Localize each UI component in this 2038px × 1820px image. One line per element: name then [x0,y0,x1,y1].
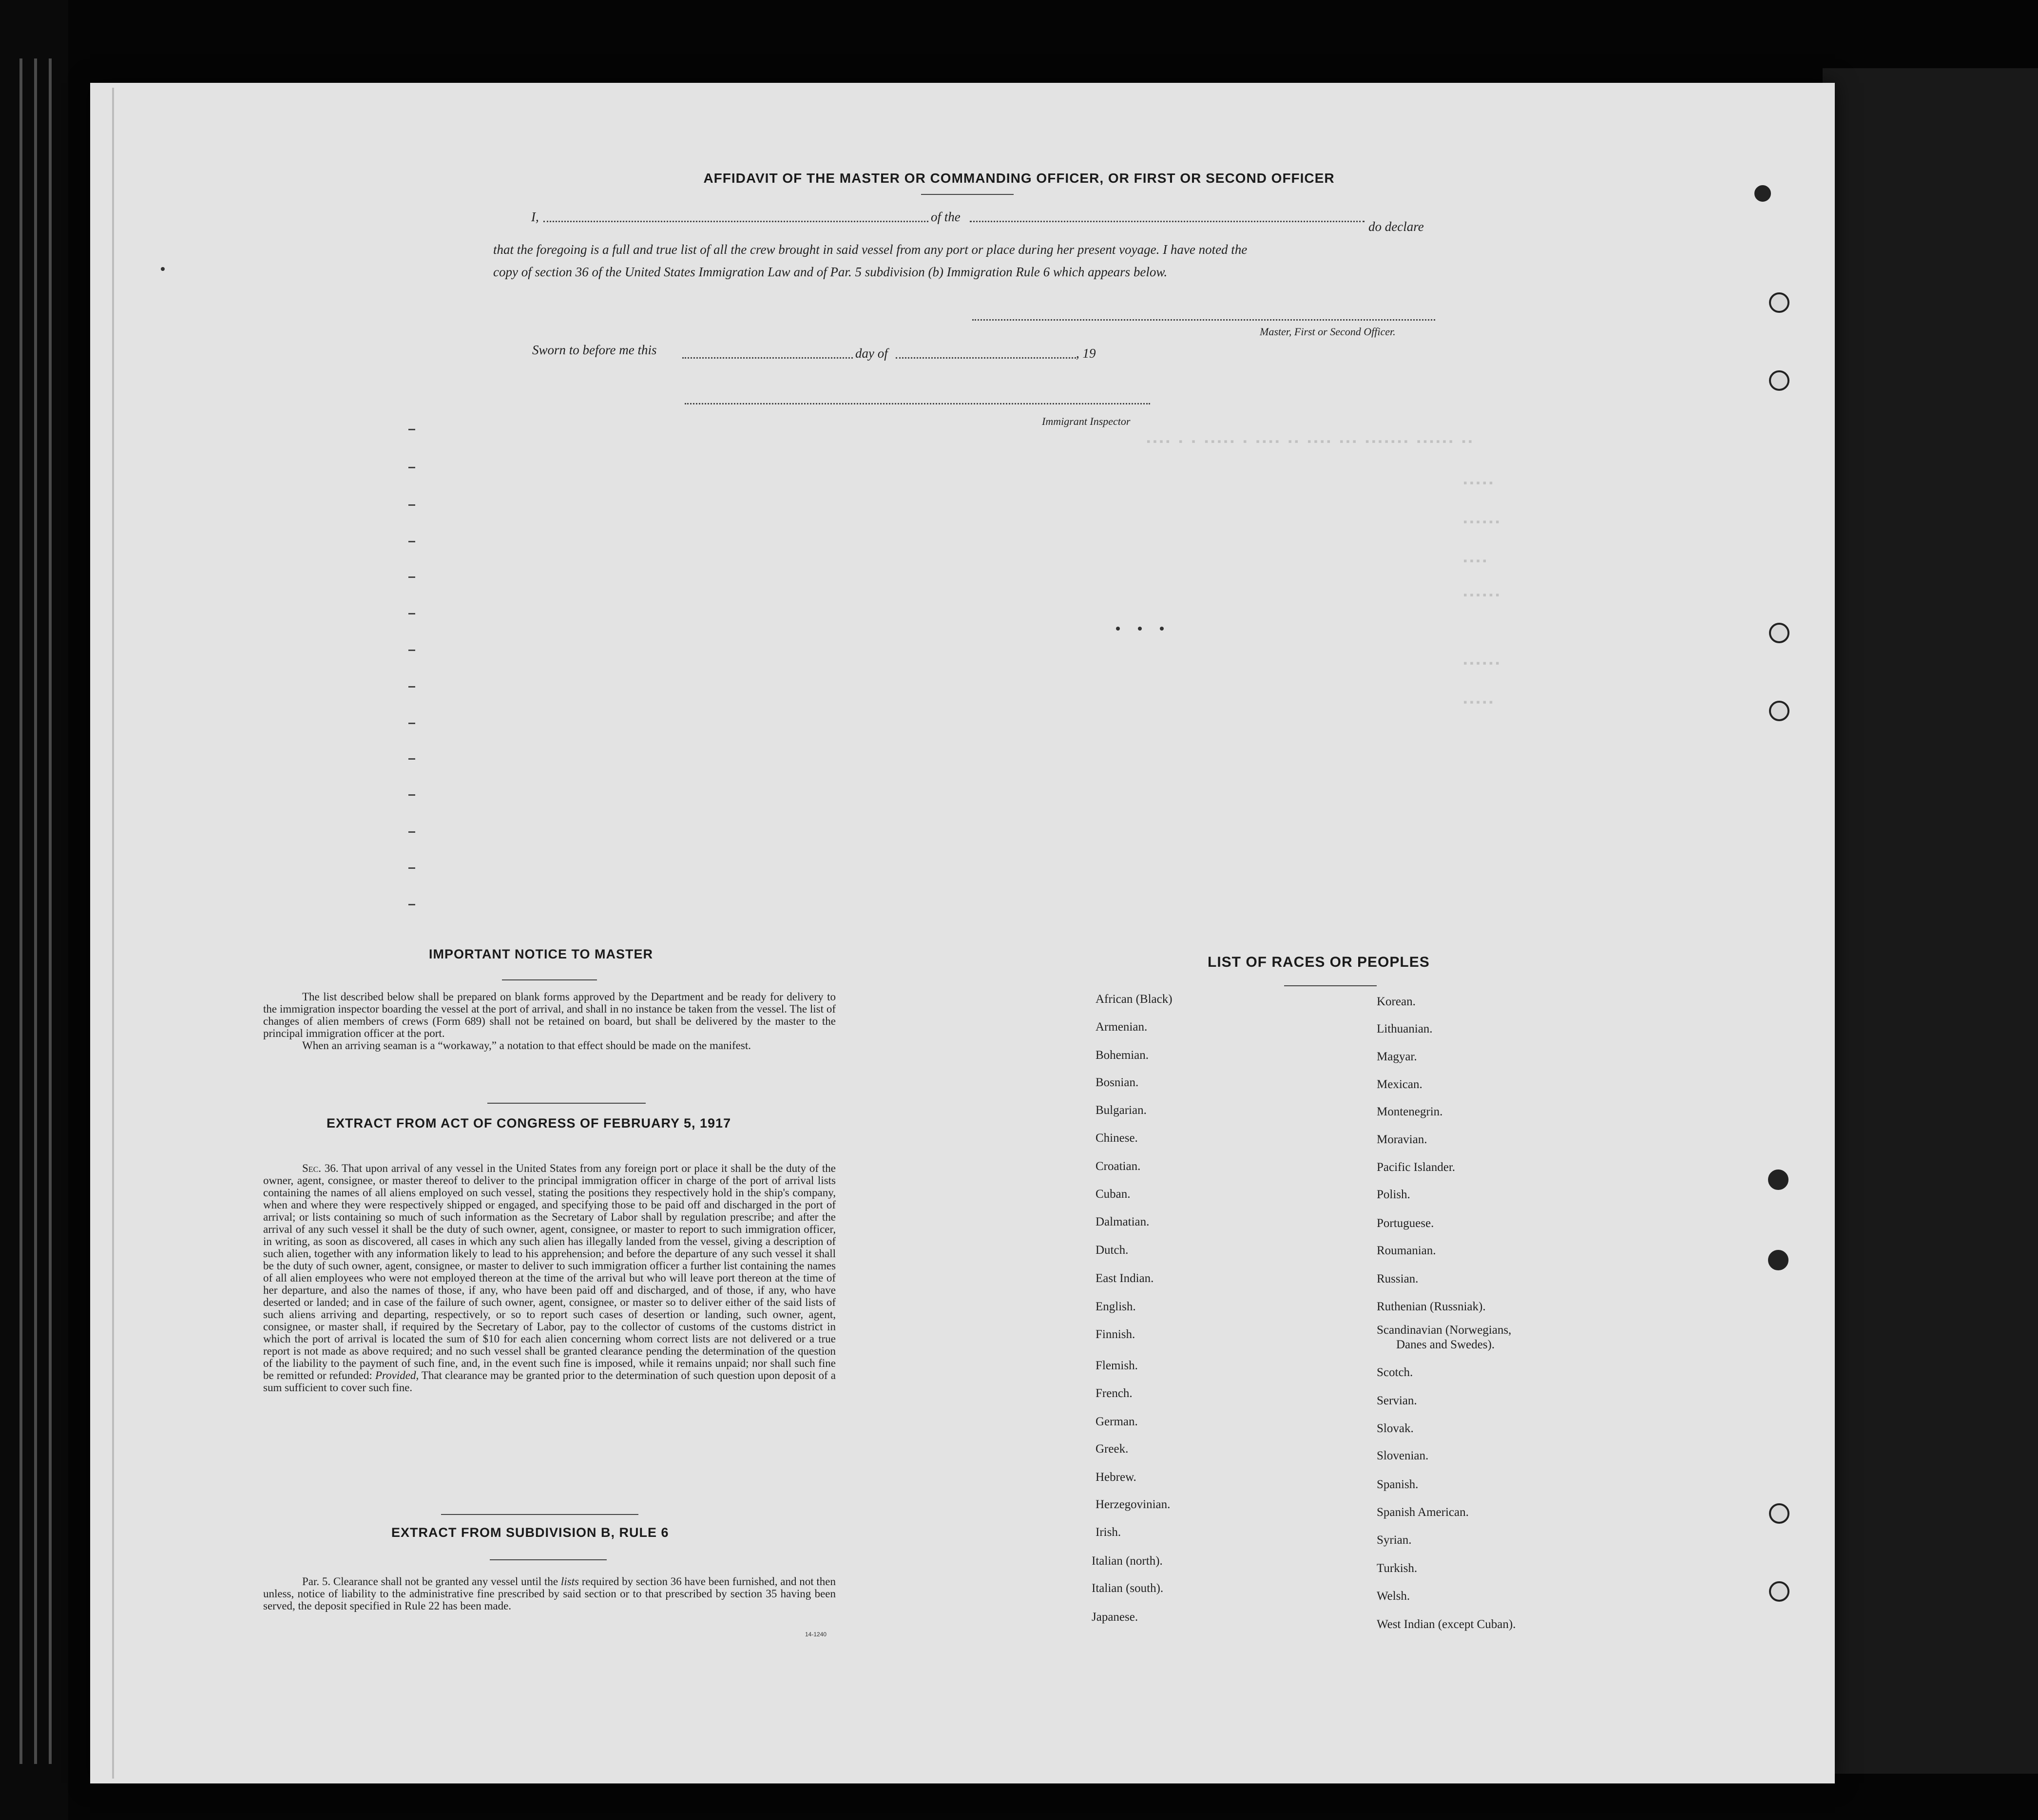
punch-hole-icon [1769,370,1789,391]
race-item: Moravian. [1377,1133,1427,1146]
notice-paragraph: The list described below shall be prepared on blank forms approved by the Department and be ready for delivery to the immigration inspector boarding the vessel at the port of arrival, and shall in no instance be taken from the vessel. The list of changes of alien members of crews (Form 689) shall not be retained on board, but shall be delivered by the master to the principal immigration officer at the port. [263,991,836,1039]
race-item: Scandinavian (Norwegians, [1377,1323,1512,1337]
race-item: Spanish American. [1377,1506,1469,1519]
row-dash [408,904,415,905]
lists-word: lists [560,1575,579,1588]
race-item: Cuban. [1096,1188,1131,1201]
vessel-name-field[interactable] [970,221,1365,222]
title-rule [921,194,1014,195]
sworn-text: Sworn to before me this [532,343,657,357]
section-rule [441,1514,638,1515]
notice-title: IMPORTANT NOTICE TO MASTER [429,947,653,961]
race-item: Hebrew. [1096,1471,1136,1484]
scan-speck [1160,627,1164,631]
race-item: Magyar. [1377,1050,1417,1063]
race-item: Armenian. [1096,1020,1148,1034]
race-item: Croatian. [1096,1160,1141,1173]
scan-speck [1116,627,1120,631]
sworn-year: , 19 [1076,346,1096,361]
master-signature-field[interactable] [972,319,1435,321]
rule-text-a: Par. 5. Clearance shall not be granted any vessel until the [302,1575,558,1588]
race-item: Korean. [1377,995,1416,1008]
race-item: Dutch. [1096,1244,1129,1257]
act-body [263,1162,836,1394]
binder-edge [34,58,37,1764]
scan-speck [161,267,165,271]
rule-underline [490,1559,607,1560]
page-edge [112,88,1820,1779]
row-dash [408,504,415,506]
race-item: Pacific Islander. [1377,1161,1456,1174]
race-item: Bohemian. [1096,1049,1149,1062]
race-item: Finnish. [1096,1328,1135,1341]
affidavit-line-2: that the foregoing is a full and true list of all the crew brought in said vessel from any port or place during her present voyage. I have noted the [493,242,1248,257]
race-item: Japanese. [1092,1610,1138,1624]
race-item: Italian (south). [1092,1582,1164,1595]
race-item: Italian (north). [1092,1554,1163,1568]
act-title: EXTRACT FROM ACT OF CONGRESS OF FEBRUARY 5, 1917 [327,1116,731,1130]
bleed-through-text: ▪▪▪▪▪▪ [1462,590,1501,602]
race-item: Dalmatian. [1096,1215,1150,1228]
row-dash [408,541,415,542]
bleed-through-text: ▪▪▪▪ ▪ ▪ ▪▪▪▪▪ ▪ ▪▪▪▪ ▪▪ ▪▪▪▪ ▪▪▪ ▪▪▪▪▪▪▪ ▪▪▪▪▪▪ ▪▪ [1145,436,1474,448]
race-item: Slovak. [1377,1422,1414,1435]
notice-body [263,991,836,1052]
row-dash [408,686,415,688]
race-item: Mexican. [1377,1078,1423,1091]
race-item: French. [1096,1387,1133,1400]
race-item: African (Black) [1096,993,1173,1006]
race-item: Flemish. [1096,1359,1138,1372]
punch-hole-icon [1769,1581,1789,1602]
race-item: Danes and Swedes). [1396,1338,1495,1351]
race-item: Scotch. [1377,1366,1413,1379]
affidavit-declare: do declare [1368,219,1424,234]
race-item: Roumanian. [1377,1244,1436,1257]
race-item: Greek. [1096,1442,1129,1456]
row-dash [408,650,415,651]
row-dash [408,467,415,468]
races-title: LIST OF RACES OR PEOPLES [1208,954,1430,970]
punch-hole-icon [1754,185,1771,202]
section-rule [487,1103,646,1104]
affidavit-title: AFFIDAVIT OF THE MASTER OR COMMANDING OFFICER, OR FIRST OR SECOND OFFICER [703,171,1335,186]
act-text: That upon arrival of any vessel in the United States from any foreign port or place it shall be the duty of the owner, agent, consignee, or master thereof to deliver to the principal immigration officer in charge of the port of arrival lists containing the names of all aliens employed on such vessel, stating the positions they respectively hold in the ship's company, when and where they were respectively shipped or engaged, and specifying those to be paid off and discharged in the port of arrival; or lists containing so much of such information as the Secretary of Labor shall by regulation prescribe; and after the arrival of any such vessel it shall be the duty of such owner, agent, consignee, or master to report to such immigration officer, in writing, as soon as discovered, all cases in which any such alien has illegally landed from the vessel, giving a description of such alien, together with any information likely to lead to his apprehension; and before the departure of any such vessel it shall be the duty of such owner, agent, consignee, or master to deliver to such immigration officer a further list containing the names of all alien employees who were not employed thereon at the time of the arrival but who will leave port thereon at the time of her departure, and also the names of those, if any, who have been paid off and discharged, and of those, if any, who have deserted or landed; and in case of the failure of such owner, agent, consignee, or master so to deliver either of the said lists of such aliens arriving and departing, respectively, or so to report such cases of desertion or landing, such owner, agent, consignee, or master shall, if required by the Secretary of Labor, pay to the collector of customs of the customs district in which the port of arrival is located the sum of $10 for each alien concerning whom correct lists are not delivered or a true report is not made as above required; and no such vessel shall be granted clearance pending the determination of the question of the liability to the payment of such fine, and, in the event such fine is imposed, while it remains unpaid; nor shall such fine be remitted or refunded: [263,1162,836,1381]
master-name-field[interactable] [543,221,928,222]
backing-sheet [1823,68,2038,1774]
rule-body [263,1575,836,1612]
section-label: Sec. 36. [302,1162,339,1174]
race-item: English. [1096,1300,1136,1313]
race-item: Irish. [1096,1526,1121,1539]
row-dash [408,429,415,430]
race-item: Bulgarian. [1096,1104,1147,1117]
affidavit-of-the: of the [931,210,961,224]
provided-text: That clearance may be granted prior to the determination of such question upon deposit of a sum sufficient to cover such fine. [263,1369,836,1394]
bleed-through-text: ▪▪▪▪ [1462,556,1488,568]
race-item: East Indian. [1096,1272,1154,1285]
race-item: Turkish. [1377,1562,1418,1575]
sworn-month-field[interactable] [896,357,1076,359]
rule-title: EXTRACT FROM SUBDIVISION B, RULE 6 [391,1525,669,1540]
provided-label: Provided, [375,1369,419,1381]
notice-rule [502,979,597,980]
affidavit-line-3: copy of section 36 of the United States Immigration Law and of Par. 5 subdivision (b) Immigration Rule 6 which appears below. [493,265,1168,279]
race-item: German. [1096,1415,1138,1428]
punch-hole-icon [1768,1169,1788,1190]
form-number: 14-1240 [805,1631,827,1638]
binder-edge [19,58,22,1764]
race-item: Spanish. [1377,1478,1419,1491]
binder-edge [49,58,52,1764]
sworn-day-of: day of [855,346,888,361]
race-item: Servian. [1377,1394,1417,1407]
act-paragraph [263,1162,836,1394]
row-dash [408,794,415,796]
race-item: Herzegovinian. [1096,1498,1171,1511]
races-rule [1284,985,1377,986]
race-item: Syrian. [1377,1533,1412,1547]
race-item: Chinese. [1096,1131,1138,1145]
punch-hole-icon [1769,1503,1789,1524]
row-dash [408,758,415,760]
race-item: West Indian (except Cuban). [1377,1618,1516,1631]
row-dash [408,613,415,614]
rule-text-b: required by section 36 have been furnished, and not then unless, notice of liability to the administrative fine prescribed by said section or to that prescribed by section 35 having been served, the deposit specified in Rule 22 has been made. [263,1575,836,1612]
inspector-label: Immigrant Inspector [1042,415,1131,427]
bleed-through-text: ▪▪▪▪▪ [1462,697,1495,709]
punch-hole-icon [1769,292,1789,313]
race-item: Portuguese. [1377,1217,1434,1230]
sworn-day-field[interactable] [682,357,853,359]
race-item: Bosnian. [1096,1076,1139,1089]
inspector-signature-field[interactable] [685,403,1150,404]
affidavit-i: I, [531,210,539,224]
bleed-through-text: ▪▪▪▪▪ [1462,478,1495,490]
row-dash [408,723,415,724]
row-dash [408,867,415,869]
race-item: Russian. [1377,1272,1419,1285]
bleed-through-text: ▪▪▪▪▪▪ [1462,517,1501,529]
bleed-through-text: ▪▪▪▪▪▪ [1462,658,1501,670]
race-item: Polish. [1377,1188,1410,1201]
race-item: Lithuanian. [1377,1022,1433,1035]
race-item: Montenegrin. [1377,1105,1443,1118]
row-dash [408,831,415,833]
punch-hole-icon [1769,623,1789,643]
punch-hole-icon [1769,701,1789,721]
rule-paragraph [263,1575,836,1612]
punch-hole-icon [1768,1250,1788,1270]
notice-paragraph: When an arriving seaman is a “workaway,” a notation to that effect should be made on the manifest. [302,1039,751,1052]
race-item: Welsh. [1377,1590,1410,1603]
race-item: Ruthenian (Russniak). [1377,1300,1486,1313]
race-item: Slovenian. [1377,1449,1429,1462]
row-dash [408,576,415,578]
scan-speck [1138,627,1142,631]
signature-label: Master, First or Second Officer. [1260,326,1396,338]
